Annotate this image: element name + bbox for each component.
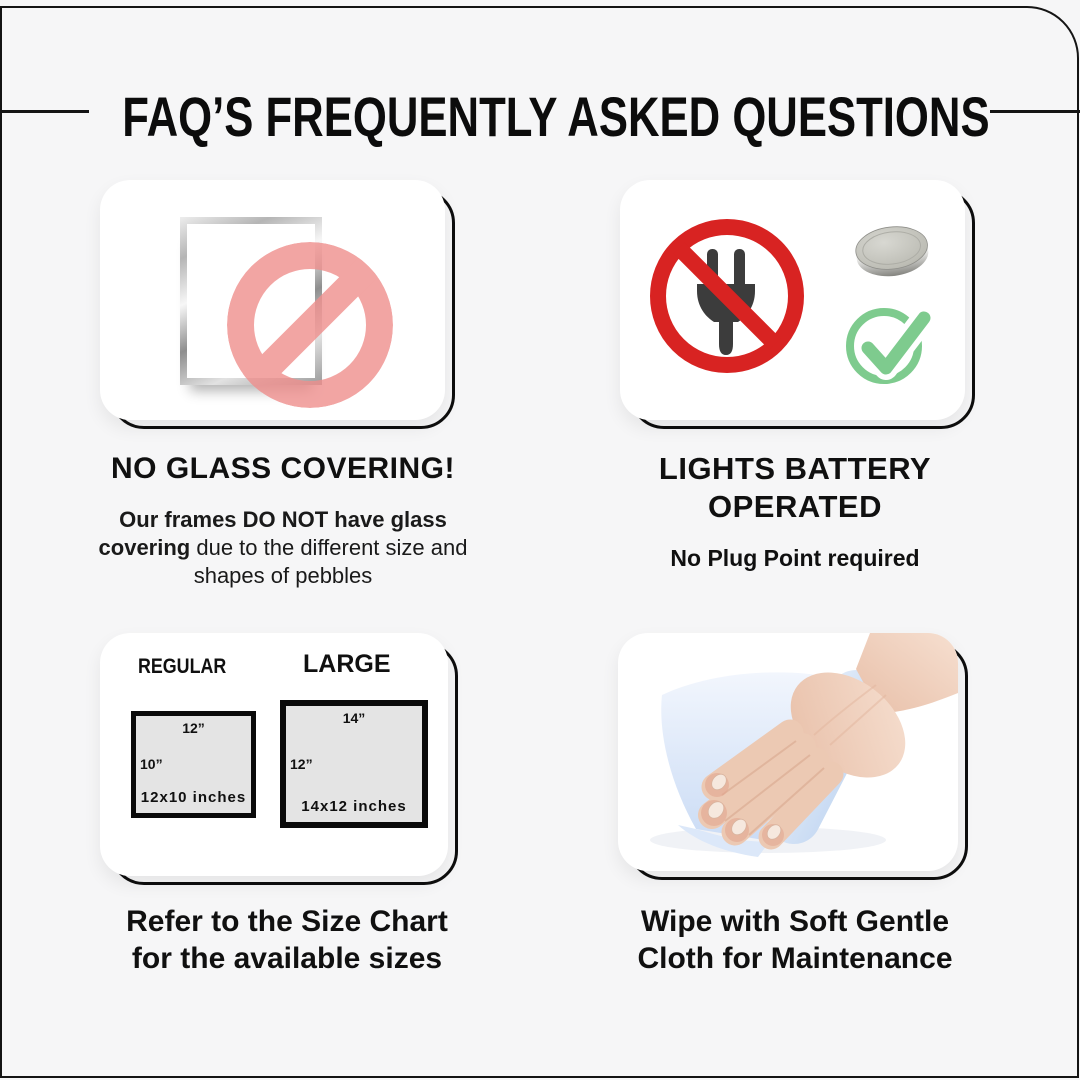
size-regular-label: REGULAR [138, 655, 227, 678]
hand-cloth-illustration [618, 633, 958, 871]
large-size-caption: 14x12 inches [301, 798, 407, 815]
prohibition-icon [227, 242, 393, 408]
card-no-glass [100, 180, 445, 420]
card-face [618, 633, 958, 871]
card-battery [620, 180, 965, 420]
size-caption [95, 903, 479, 977]
check-icon [844, 294, 936, 386]
regular-width-label: 12” [182, 720, 205, 736]
page-title-text: FAQ’S FREQUENTLY ASKED QUESTIONS [122, 85, 990, 148]
maintenance-caption-line2: Cloth for Maintenance [637, 942, 953, 975]
no-glass-caption [87, 452, 479, 590]
maintenance-caption [608, 903, 982, 977]
size-box-regular [131, 711, 256, 818]
page-title [0, 84, 1080, 149]
battery-heading-line1: LIGHTS BATTERY [658, 451, 932, 486]
maintenance-caption-line1: Wipe with Soft Gentle [640, 905, 950, 938]
regular-size-caption: 12x10 inches [140, 789, 247, 806]
no-glass-body-rest: due to the different size and shapes of pebbles [190, 535, 468, 588]
large-height-label: 12” [290, 756, 313, 772]
battery-subtext: No Plug Point required [670, 545, 920, 571]
no-glass-body-bold: Our frames DO NOT have glass covering [98, 507, 447, 560]
large-width-label: 14” [342, 710, 366, 726]
no-glass-body [87, 506, 479, 590]
no-glass-heading: NO GLASS COVERING! [110, 452, 456, 485]
card-size-chart [100, 633, 448, 876]
regular-height-label: 10” [140, 756, 163, 772]
size-caption-line2: for the available sizes [131, 942, 443, 975]
battery-heading-line2: OPERATED [708, 489, 882, 524]
size-box-large [280, 700, 428, 828]
battery-caption [610, 450, 980, 572]
battery-heading [610, 450, 980, 526]
no-plug-icon [647, 216, 807, 376]
battery-icon [852, 222, 932, 280]
card-face [100, 180, 445, 420]
card-maintenance [618, 633, 958, 871]
card-face [620, 180, 965, 420]
size-large-label: LARGE [303, 650, 391, 678]
size-caption-line1: Refer to the Size Chart [126, 905, 448, 938]
card-face [100, 633, 448, 876]
